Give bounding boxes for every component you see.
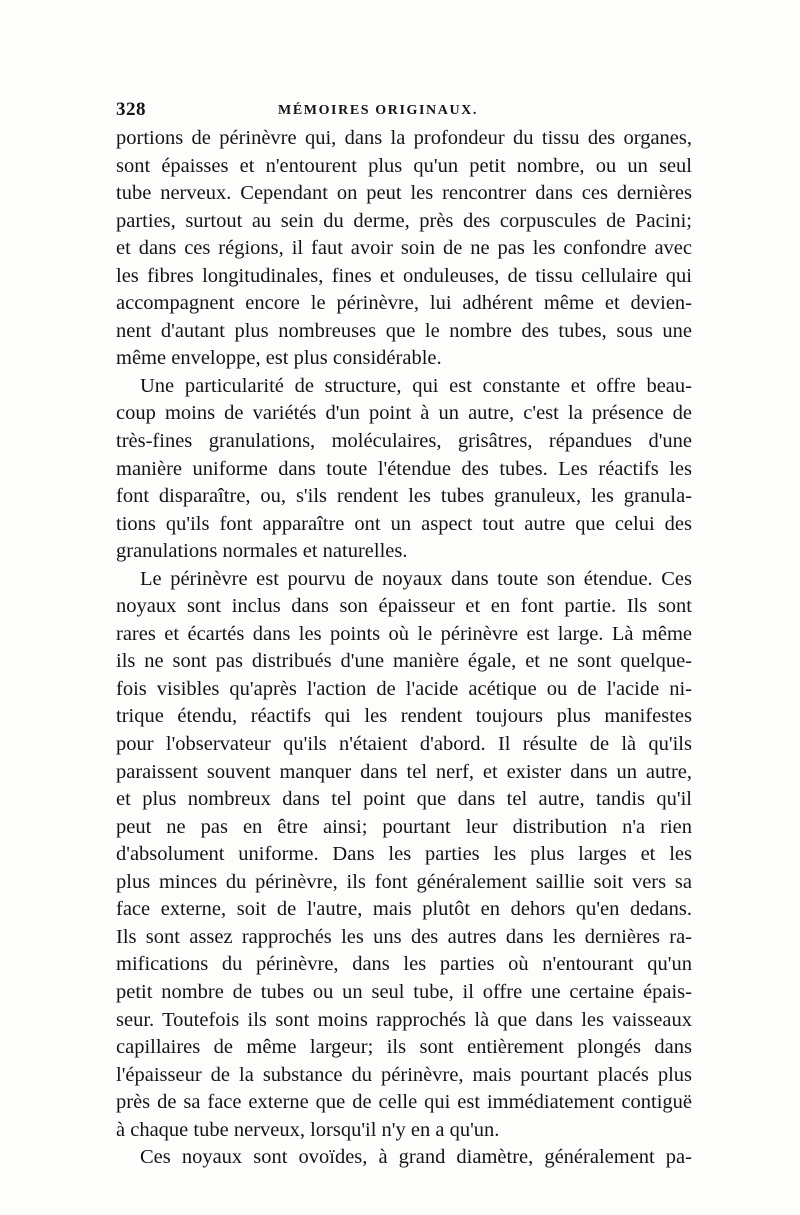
text-line: mifications du périnèvre, dans les parties où n'entourant qu'un [116,953,692,976]
text-line: et plus nombreux dans tel point que dans tel autre, tandis qu'il [116,788,692,811]
text-line: les fibres longitudinales, fines et onduleuses, de tissu cellulaire qui [116,264,692,287]
text-line: Une particularité de structure, qui est constante et offre beau- [140,374,692,397]
text-line: fois visibles qu'après l'action de l'acide acétique ou de l'acide ni- [116,677,692,700]
text-line: noyaux sont inclus dans son épaisseur et en font partie. Ils sont [116,595,692,618]
text-line: ils ne sont pas distribués d'une manière égale, et ne sont quelque- [116,650,692,673]
text-line: à chaque tube nerveux, lorsqu'il n'y en a qu'un. [116,1118,500,1141]
text-line: sont épaisses et n'entourent plus qu'un petit nombre, ou un seul [116,154,692,177]
running-title: MÉMOIRES ORIGINAUX. [278,103,478,118]
text-line: plus minces du périnèvre, ils font généralement saillie soit vers sa [116,870,692,893]
text-line: trique étendu, réactifs qui les rendent toujours plus manifestes [116,705,692,728]
text-line: face externe, soit de l'autre, mais plutôt en dehors qu'en dedans. [116,898,692,921]
text-line: seur. Toutefois ils sont moins rapprochés là que dans les vaisseaux [116,1008,692,1031]
text-line: très-fines granulations, moléculaires, grisâtres, répandues d'une [116,430,692,453]
running-head [116,98,692,122]
text-line: paraissent souvent manquer dans tel nerf, et exister dans un autre, [116,760,692,783]
text-line: manière uniforme dans toute l'étendue des tubes. Les réactifs les [116,457,692,480]
text-line: portions de périnèvre qui, dans la profondeur du tissu des organes, [116,127,692,149]
text-line: rares et écartés dans les points où le périnèvre est large. Là même [116,622,692,645]
body-text [116,125,692,1172]
text-line: coup moins de variétés d'un point à un autre, c'est la présence de [116,402,692,425]
text-line: pour l'observateur qu'ils n'étaient d'abord. Il résulte de là qu'ils [116,733,692,756]
text-line: même enveloppe, est plus considérable. [116,347,442,370]
text-line: Ils sont assez rapprochés les uns des autres dans les dernières ra- [116,925,692,948]
text-line: l'épaisseur de la substance du périnèvre, mais pourtant placés plus [116,1063,692,1086]
text-line: capillaires de même largeur; ils sont entièrement plongés dans [116,1036,692,1059]
text-line: tube nerveux. Cependant on peut les rencontrer dans ces dernières [116,182,692,205]
text-line: Le périnèvre est pourvu de noyaux dans toute son étendue. Ces [140,567,692,590]
text-line: parties, surtout au sein du derme, près des corpuscules de Pacini; [116,209,692,232]
text-line: près de sa face externe que de celle qui est immédiatement contiguë [116,1091,692,1114]
text-line: et dans ces régions, il faut avoir soin de ne pas les confondre avec [116,237,692,260]
text-line: font disparaître, ou, s'ils rendent les tubes granuleux, les granula- [116,485,692,508]
text-line: d'absolument uniforme. Dans les parties les plus larges et les [116,843,692,866]
text-line: peut ne pas en être ainsi; pourtant leur distribution n'a rien [116,815,692,838]
text-line: Ces noyaux sont ovoïdes, à grand diamètre, généralement pa- [140,1146,692,1169]
text-line: granulations normales et naturelles. [116,540,408,563]
text-line: tions qu'ils font apparaître ont un aspect tout autre que celui des [116,512,692,535]
text-line: accompagnent encore le périnèvre, lui adhérent même et devien- [116,292,692,315]
page-number: 328 [116,99,146,120]
text-line: petit nombre de tubes ou un seul tube, il offre une certaine épais- [116,980,692,1003]
text-line: nent d'autant plus nombreuses que le nombre des tubes, sous une [116,319,692,342]
